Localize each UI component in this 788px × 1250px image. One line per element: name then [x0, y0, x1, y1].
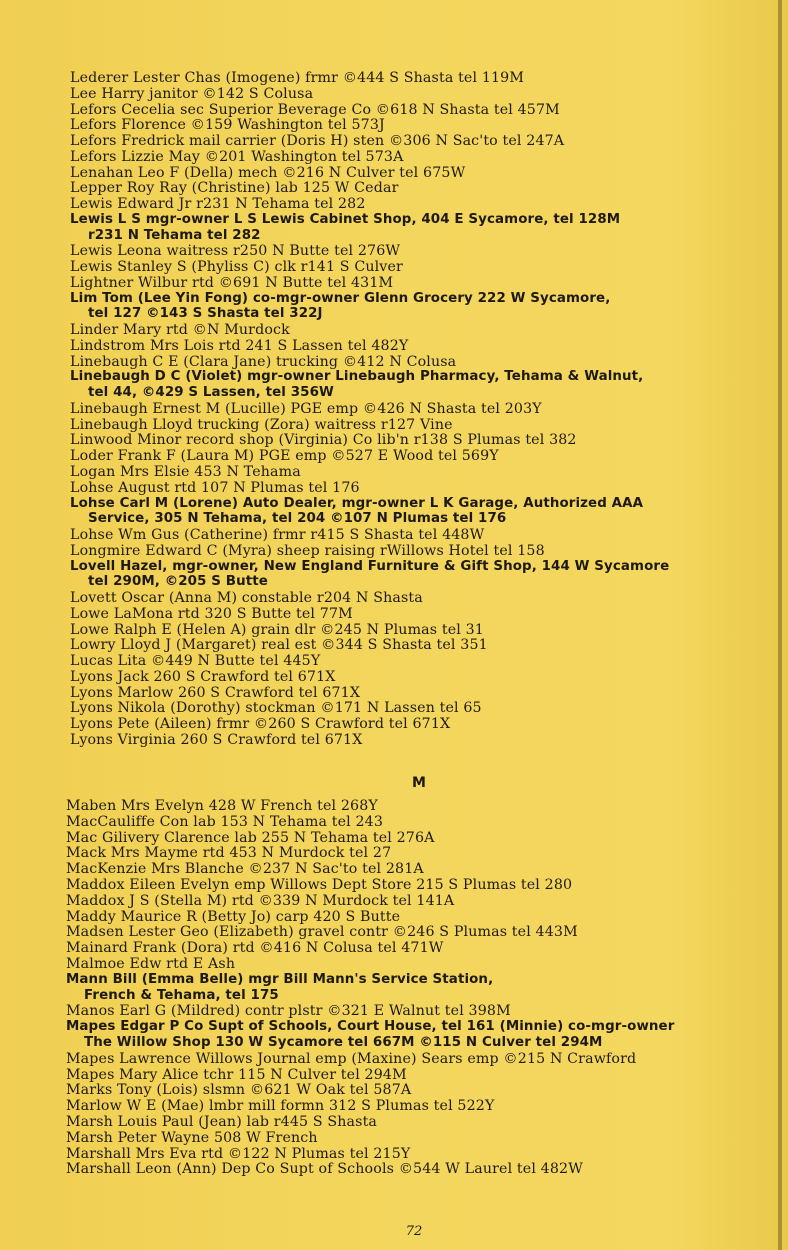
- directory-entry: Lowry Lloyd J (Margaret) real est ©344 S Shasta tel 351: [70, 637, 488, 654]
- directory-entry: Lyons Nikola (Dorothy) stockman ©171 N Lassen tel 65: [70, 700, 482, 717]
- directory-entry: Malmoe Edw rtd E Ash: [66, 956, 236, 972]
- directory-entry: Loder Frank F (Laura M) PGE emp ©527 E Wood tel 569Y: [70, 448, 499, 465]
- directory-entry: Service, 305 N Tehama, tel 204 ©107 N Plumas tel 176: [88, 511, 507, 527]
- directory-entry: Mapes Lawrence Willows Journal emp (Maxine) Sears emp ©215 N Crawford: [66, 1050, 637, 1067]
- directory-entry: Maddy Maurice R (Betty Jo) carp 420 S Butte: [66, 908, 401, 925]
- directory-entry: Marshall Leon (Ann) Dep Co Supt of Schools ©544 W Laurel tel 482W: [66, 1161, 583, 1178]
- directory-entry: The Willow Shop 130 W Sycamore tel 667M ©115 N Culver tel 294M: [84, 1035, 603, 1050]
- directory-entry: Lyons Pete (Aileen) frmr ©260 S Crawford tel 671X: [70, 716, 451, 733]
- directory-entry: French & Tehama, tel 175: [84, 987, 279, 1003]
- directory-entry: Lewis Edward Jr r231 N Tehama tel 282: [70, 196, 366, 213]
- directory-entry: Lee Harry janitor ©142 S Colusa: [70, 85, 314, 102]
- directory-entry: Lenahan Leo F (Della) mech ©216 N Culver tel 675W: [70, 164, 466, 181]
- directory-entry: Lederer Lester Chas (Imogene) frmr ©444 S Shasta tel 119M: [70, 70, 525, 86]
- directory-entry: Mapes Edgar P Co Supt of Schools, Court House, tel 161 (Minnie) co-mgr-owner: [66, 1019, 675, 1035]
- directory-entry: Lyons Virginia 260 S Crawford tel 671X: [70, 731, 363, 748]
- page-number: 72: [405, 1224, 423, 1239]
- directory-entry: Maben Mrs Evelyn 428 W French tel 268Y: [66, 798, 378, 814]
- directory-entry: Lohse Wm Gus (Catherine) frmr r415 S Shasta tel 448W: [70, 527, 485, 544]
- directory-entry: MacCauliffe Con lab 153 N Tehama tel 243: [66, 813, 384, 830]
- directory-entry: tel 127 ©143 S Shasta tel 322J: [88, 306, 323, 322]
- directory-entry: Mainard Frank (Dora) rtd ©416 N Colusa tel 471W: [66, 940, 444, 957]
- directory-entry: Lewis Stanley S (Phyliss C) clk r141 S Culver: [70, 259, 403, 276]
- directory-entry: tel 44, ©429 S Lassen, tel 356W: [88, 385, 334, 401]
- directory-entry: Mapes Mary Alice tchr 115 N Culver tel 294M: [66, 1066, 407, 1083]
- directory-entry: Lefors Cecelia sec Superior Beverage Co ©618 N Shasta tel 457M: [70, 101, 560, 118]
- directory-entry: Lepper Roy Ray (Christine) lab 125 W Cedar: [70, 180, 399, 197]
- section-heading: M: [412, 775, 426, 791]
- directory-entry: Logan Mrs Elsie 453 N Tehama: [70, 464, 301, 480]
- directory-entry: Lefors Fredrick mail carrier (Doris H) sten ©306 N Sac'to tel 247A: [70, 133, 565, 150]
- directory-entry: Linebaugh D C (Violet) mgr-owner Linebaugh Pharmacy, Tehama & Walnut,: [70, 369, 644, 385]
- directory-entry: tel 290M, ©205 S Butte: [88, 574, 268, 590]
- directory-entry: Marsh Peter Wayne 508 W French: [66, 1129, 318, 1146]
- directory-entry: Lovett Oscar (Anna M) constable r204 N Shasta: [70, 590, 423, 607]
- directory-entry: Madsen Lester Geo (Elizabeth) gravel contr ©246 S Plumas tel 443M: [66, 924, 578, 941]
- directory-entry: Lohse August rtd 107 N Plumas tel 176: [70, 479, 360, 496]
- directory-entry: Lohse Carl M (Lorene) Auto Dealer, mgr-owner L K Garage, Authorized AAA: [70, 495, 644, 511]
- directory-entry: Lovell Hazel, mgr-owner, New England Furniture & Gift Shop, 144 W Sycamore: [70, 558, 670, 574]
- directory-entry: Marlow W E (Mae) lmbr mill formn 312 S Plumas tel 522Y: [66, 1098, 495, 1115]
- directory-entry: Lyons Marlow 260 S Crawford tel 671X: [70, 684, 361, 701]
- directory-entry: Linebaugh Ernest M (Lucille) PGE emp ©426 N Shasta tel 203Y: [70, 400, 542, 417]
- directory-entry: Linebaugh Lloyd trucking (Zora) waitress r127 Vine: [70, 416, 453, 433]
- directory-entry: Lowe Ralph E (Helen A) grain dlr ©245 N Plumas tel 31: [70, 621, 484, 638]
- directory-entry: Linebaugh C E (Clara Jane) trucking ©412 N Colusa: [70, 353, 457, 370]
- directory-entry: Mac Gilivery Clarence lab 255 N Tehama tel 276A: [66, 829, 435, 846]
- directory-entry: Longmire Edward C (Myra) sheep raising rWillows Hotel tel 158: [70, 542, 545, 559]
- directory-entry: Lindstrom Mrs Lois rtd 241 S Lassen tel 482Y: [70, 337, 409, 354]
- directory-entry: Maddox J S (Stella M) rtd ©339 N Murdock tel 141A: [66, 892, 455, 909]
- directory-entry: Marshall Mrs Eva rtd ©122 N Plumas tel 215Y: [66, 1145, 411, 1162]
- directory-entry: Lucas Lita ©449 N Butte tel 445Y: [70, 653, 321, 670]
- directory-entry: Lim Tom (Lee Yin Fong) co-mgr-owner Glenn Grocery 222 W Sycamore,: [70, 290, 611, 306]
- directory-entry: Lowe LaMona rtd 320 S Butte tel 77M: [70, 605, 353, 622]
- directory-entry: Marsh Louis Paul (Jean) lab r445 S Shasta: [66, 1114, 378, 1130]
- directory-entry: Linder Mary rtd ©N Murdock: [70, 322, 290, 339]
- directory-entry: Mack Mrs Mayme rtd 453 N Murdock tel 27: [66, 845, 392, 862]
- directory-entry: r231 N Tehama tel 282: [88, 227, 261, 243]
- directory-entry: Lyons Jack 260 S Crawford tel 671X: [70, 668, 336, 685]
- directory-entry: Linwood Minor record shop (Virginia) Co lib'n r138 S Plumas tel 382: [70, 432, 577, 449]
- directory-entry: Lightner Wilbur rtd ©691 N Butte tel 431M: [70, 274, 394, 291]
- directory-entry: Lefors Lizzie May ©201 Washington tel 573A: [70, 148, 404, 165]
- directory-entry: Marks Tony (Lois) slsmn ©621 W Oak tel 587A: [66, 1082, 412, 1099]
- directory-entry: Lewis Leona waitress r250 N Butte tel 276W: [70, 243, 401, 260]
- directory-entry: Lewis L S mgr-owner L S Lewis Cabinet Shop, 404 E Sycamore, tel 128M: [70, 211, 621, 227]
- directory-entry: Lefors Florence ©159 Washington tel 573J: [70, 117, 385, 134]
- directory-entry: MacKenzie Mrs Blanche ©237 N Sac'to tel 281A: [66, 861, 424, 878]
- directory-entry: Maddox Eileen Evelyn emp Willows Dept Store 215 S Plumas tel 280: [66, 877, 573, 893]
- directory-entry: Mann Bill (Emma Belle) mgr Bill Mann's Service Station,: [66, 971, 494, 987]
- directory-entry: Manos Earl G (Mildred) contr plstr ©321 E Walnut tel 398M: [66, 1003, 511, 1020]
